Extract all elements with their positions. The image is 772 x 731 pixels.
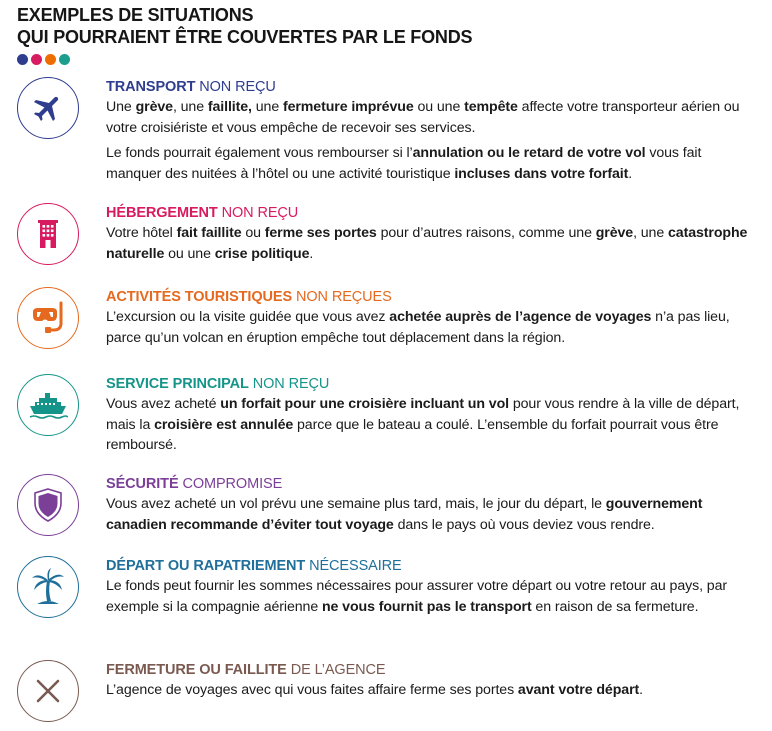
situation-title: SÉCURITÉ COMPROMISE [106, 476, 283, 492]
title-line-1: EXEMPLES DE SITUATIONS [17, 5, 254, 25]
situation-title: HÉBERGEMENT NON REÇU [106, 205, 299, 221]
icon-circle [17, 474, 79, 536]
description-paragraph [106, 680, 756, 701]
emphasis-text: faillite, [207, 99, 252, 115]
description-paragraph [106, 223, 756, 264]
emphasis-text: un forfait pour une croisière incluant un vol [220, 396, 509, 412]
situation-description [106, 576, 756, 617]
body-text: Vous avez acheté un vol prévu une semaine plus tard, mais, le jour du départ, le [106, 496, 606, 512]
cruise-ship-icon [28, 390, 68, 420]
body-text: parce que le bateau a coulé. L’ensemble du forfait pourrait vous être remboursé. [106, 416, 719, 453]
icon-circle [17, 556, 79, 618]
body-text: dans le pays où vous deviez vous rendre. [393, 516, 655, 533]
body-text: . [628, 165, 633, 182]
body-text: n’a pas lieu, parce qu’un volcan en éruption empêche tout déplacement dans la région. [106, 309, 730, 346]
body-text: Votre hôtel [106, 225, 177, 241]
body-text: , une [633, 225, 668, 241]
emphasis-text: ferme ses portes [264, 225, 377, 241]
emphasis-text: grève [135, 99, 173, 115]
snorkel-mask-icon [30, 301, 66, 335]
body-text: . [639, 682, 643, 698]
emphasis-text: croisière est annulée [154, 416, 294, 433]
title-line-2: QUI POURRAIENT ÊTRE COUVERTES PAR LE FONDS [17, 27, 473, 47]
shield-icon [33, 488, 63, 522]
emphasis-text: annulation ou le retard de votre vol [412, 145, 646, 161]
situation-description [106, 394, 756, 456]
body-text: pour vous rendre à la ville de départ, mais la [106, 396, 740, 433]
description-paragraph [106, 394, 756, 456]
body-text: Vous avez acheté [106, 396, 221, 412]
emphasis-text: crise politique [214, 245, 310, 262]
icon-circle [17, 203, 79, 265]
body-text: . [309, 245, 314, 262]
body-text: affecte votre transporteur aérien ou votre croisiériste et vous empêche de recevoir ses services. [106, 99, 740, 136]
situation-title: FERMETURE OU FAILLITE DE L’AGENCE [106, 662, 386, 678]
emphasis-text: achetée auprès de l’agence de voyages [389, 309, 652, 325]
dot-4 [59, 54, 70, 65]
emphasis-text: fait faillite [176, 225, 242, 241]
body-text: une [251, 99, 283, 115]
situation-title: SERVICE PRINCIPAL NON REÇU [106, 376, 330, 392]
dot-3 [45, 54, 56, 65]
emphasis-text: grève [595, 225, 634, 241]
emphasis-text: ne vous fournit pas le transport [321, 598, 532, 615]
hotel-building-icon [35, 220, 61, 248]
color-dots [17, 54, 472, 65]
emphasis-text: catastrophe naturelle [106, 225, 748, 262]
description-paragraph [106, 576, 756, 617]
close-x-icon [35, 678, 61, 704]
emphasis-text: gouvernement canadien recommande d’éviter tout voyage [106, 496, 703, 533]
description-paragraph [106, 307, 756, 348]
body-text: Le fonds peut fournir les sommes nécessaires pour assurer votre départ ou votre retour au pays, par exemple si la compagnie aérienne [106, 578, 727, 615]
dot-2 [31, 54, 42, 65]
body-text: pour d’autres raisons, comme une [376, 225, 596, 241]
page-title [17, 4, 472, 48]
icon-circle [17, 660, 79, 722]
icon-circle [17, 374, 79, 436]
body-text: L’agence de voyages avec qui vous faites affaire ferme ses portes [106, 682, 518, 698]
body-text: Une [106, 99, 136, 115]
palm-tree-icon [31, 568, 65, 606]
situation-title: ACTIVITÉS TOURISTIQUES NON REÇUES [106, 289, 392, 305]
body-text: vous fait manquer des nuitées à l’hôtel ou une activité touristique [106, 145, 702, 182]
body-text: en raison de sa fermeture. [531, 598, 699, 615]
description-paragraph [106, 494, 756, 535]
body-text: , une [172, 99, 208, 115]
body-text: ou une [413, 99, 465, 115]
dot-1 [17, 54, 28, 65]
emphasis-text: fermeture imprévue [282, 99, 414, 115]
emphasis-text: tempête [464, 99, 518, 115]
situation-description [106, 307, 756, 348]
situation-description [106, 223, 756, 264]
situation-title: DÉPART OU RAPATRIEMENT NÉCESSAIRE [106, 558, 402, 574]
situation-description [106, 494, 756, 535]
body-text: L’excursion ou la visite guidée que vous avez [106, 309, 390, 325]
page-header [17, 4, 472, 65]
icon-circle [17, 77, 79, 139]
description-paragraph [106, 143, 756, 184]
situation-title: TRANSPORT NON REÇU [106, 79, 276, 95]
description-paragraph [106, 97, 756, 138]
icon-circle [17, 287, 79, 349]
situation-description [106, 97, 756, 184]
emphasis-text: avant votre départ [517, 682, 640, 698]
airplane-icon [31, 91, 65, 125]
emphasis-text: incluses dans votre forfait [454, 165, 629, 182]
body-text: ou [241, 225, 265, 241]
body-text: Le fonds pourrait également vous rembourser si l’ [106, 145, 413, 161]
body-text: ou une [164, 245, 215, 262]
situation-description [106, 680, 756, 701]
